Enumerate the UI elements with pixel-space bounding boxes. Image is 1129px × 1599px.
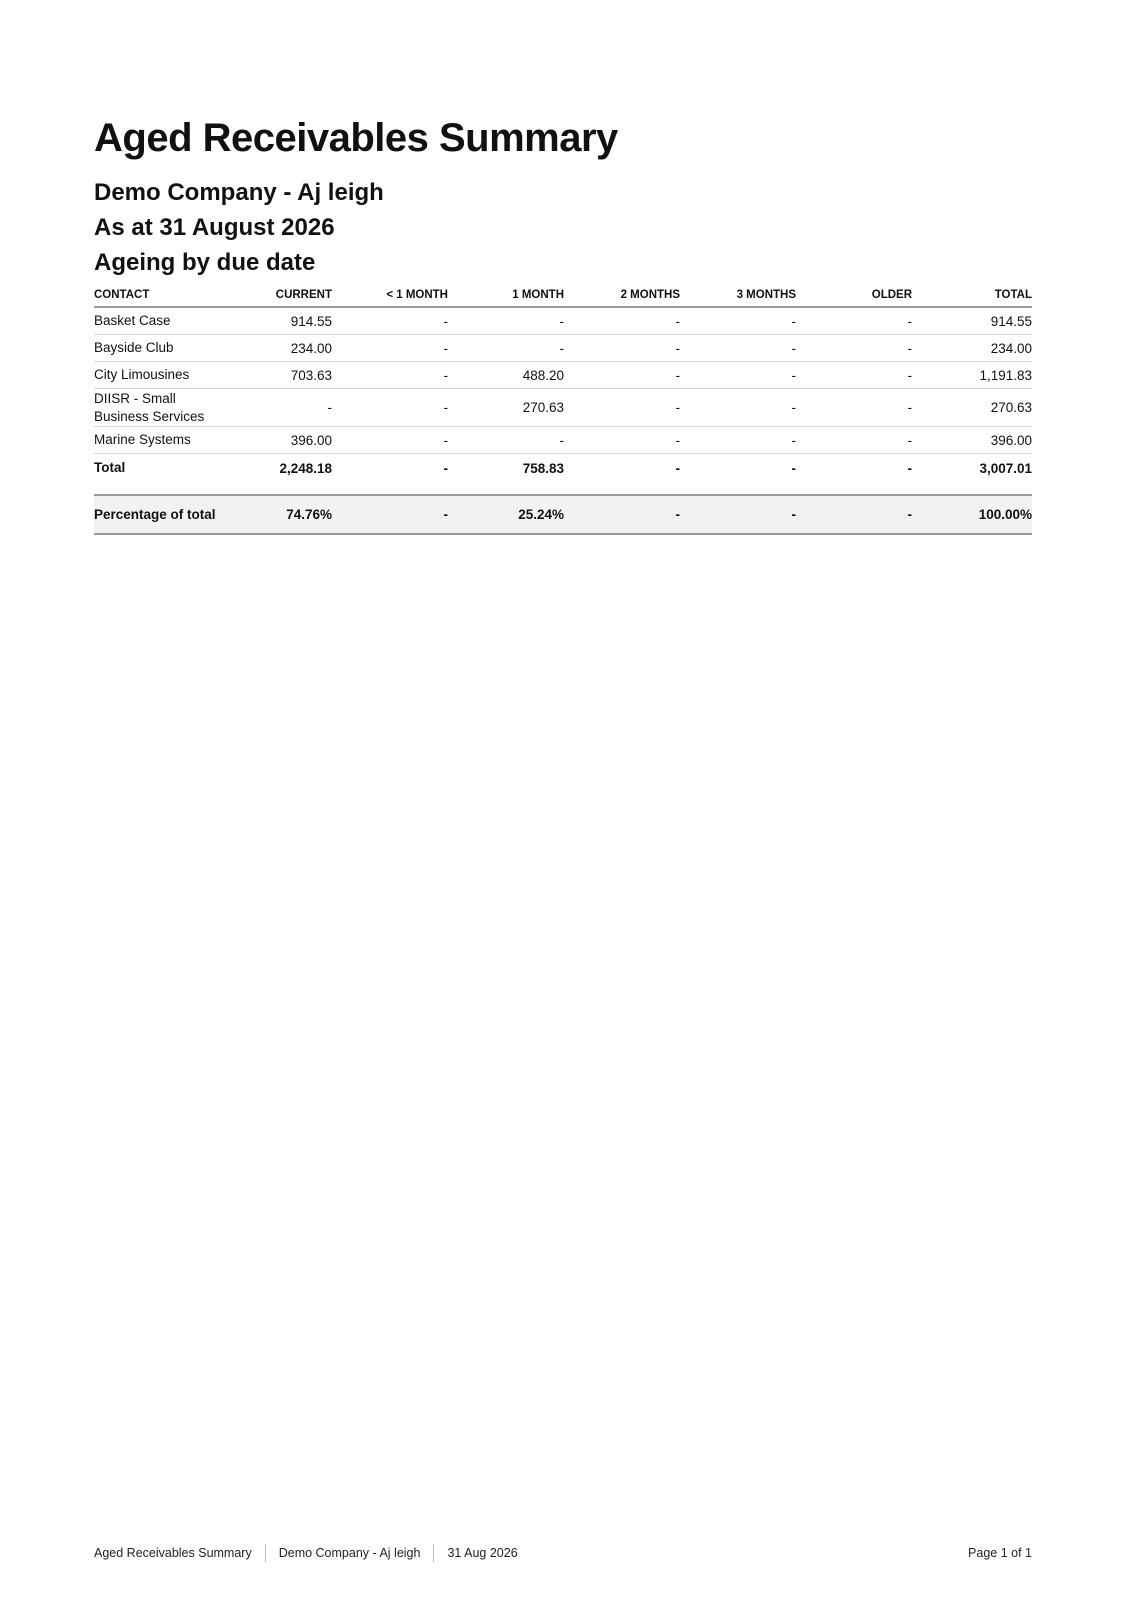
percentage-current: 74.76%: [216, 495, 332, 534]
current-amount: 396.00: [216, 427, 332, 454]
total-under-1-month: -: [443, 460, 448, 476]
percentage-row: [94, 495, 1032, 534]
spacer-cell: [448, 482, 564, 495]
3-months-amount: -: [680, 389, 796, 427]
spacer-cell: [94, 482, 216, 495]
current-amount: 914.55: [216, 307, 332, 335]
spacer-cell: [332, 482, 448, 495]
under-1-month-amount: -: [332, 427, 448, 454]
column-header-3-months: 3 MONTHS: [680, 285, 796, 307]
ageing-basis: Ageing by due date: [94, 249, 316, 276]
contact-name[interactable]: DIISR - Small Business Services: [94, 389, 216, 427]
2-months-amount: -: [564, 389, 680, 427]
report-date: As at 31 August 2026: [94, 214, 335, 241]
column-header-total: TOTAL: [912, 285, 1032, 307]
total-amount: 234.00: [912, 335, 1032, 362]
older-amount: -: [796, 335, 912, 362]
column-header-1-month: 1 MONTH: [448, 285, 564, 307]
spacer-cell: [912, 482, 1032, 495]
percentage-1-month: 25.24%: [448, 495, 564, 534]
spacer-row: [94, 482, 1032, 495]
total-older: -: [907, 460, 912, 476]
spacer-cell: [564, 482, 680, 495]
3-months-amount: -: [680, 307, 796, 335]
2-months-amount: -: [564, 335, 680, 362]
column-header-older: OLDER: [796, 285, 912, 307]
2-months-amount: -: [564, 362, 680, 389]
percentage-under-1-month: -: [332, 495, 448, 534]
1-month-amount: 488.20: [448, 362, 564, 389]
contact-name[interactable]: Basket Case: [94, 307, 216, 335]
under-1-month-amount: -: [332, 389, 448, 427]
aged-receivables-table: [94, 285, 1032, 535]
older-amount: -: [796, 307, 912, 335]
total-amount: 914.55: [912, 307, 1032, 335]
footer-date: 31 Aug 2026: [447, 1546, 518, 1560]
older-amount: -: [796, 427, 912, 454]
total-2-months: -: [675, 460, 680, 476]
page-number: Page 1 of 1: [968, 1546, 1032, 1560]
contact-name[interactable]: Bayside Club: [94, 335, 216, 362]
2-months-amount: -: [564, 307, 680, 335]
total-3-months: -: [791, 460, 796, 476]
table-row: [94, 335, 1032, 362]
1-month-amount: -: [448, 335, 564, 362]
spacer-cell: [796, 482, 912, 495]
under-1-month-amount: -: [332, 335, 448, 362]
spacer-cell: [680, 482, 796, 495]
3-months-amount: -: [680, 335, 796, 362]
1-month-amount: -: [448, 307, 564, 335]
current-amount: 234.00: [216, 335, 332, 362]
under-1-month-amount: -: [332, 307, 448, 335]
table-row: [94, 307, 1032, 335]
spacer-cell: [216, 482, 332, 495]
company-name: Demo Company - Aj leigh: [94, 179, 384, 206]
table-row: [94, 389, 1032, 427]
total-amount: 396.00: [912, 427, 1032, 454]
under-1-month-amount: -: [332, 362, 448, 389]
grand-total: 3,007.01: [979, 460, 1032, 476]
older-amount: -: [796, 362, 912, 389]
percentage-3-months: -: [680, 495, 796, 534]
table-row: [94, 427, 1032, 454]
1-month-amount: 270.63: [448, 389, 564, 427]
current-amount: -: [216, 389, 332, 427]
footer-divider: [433, 1544, 434, 1562]
contact-name[interactable]: Marine Systems: [94, 427, 216, 454]
footer-report-name: Aged Receivables Summary: [94, 1546, 252, 1560]
older-amount: -: [796, 389, 912, 427]
column-header-2-months: 2 MONTHS: [564, 285, 680, 307]
1-month-amount: -: [448, 427, 564, 454]
3-months-amount: -: [680, 362, 796, 389]
page-footer: [94, 1544, 1032, 1562]
total-current: 2,248.18: [279, 460, 332, 476]
percentage-older: -: [796, 495, 912, 534]
2-months-amount: -: [564, 427, 680, 454]
total-amount: 1,191.83: [912, 362, 1032, 389]
contact-name[interactable]: City Limousines: [94, 362, 216, 389]
total-1-month: 758.83: [522, 460, 564, 476]
table-header-row: [94, 285, 1032, 307]
footer-divider: [265, 1544, 266, 1562]
percentage-total: 100.00%: [912, 495, 1032, 534]
table-row: [94, 362, 1032, 389]
column-header-contact: CONTACT: [94, 285, 216, 307]
percentage-2-months: -: [564, 495, 680, 534]
total-row: [94, 454, 1032, 483]
total-amount: 270.63: [912, 389, 1032, 427]
total-label: Total: [94, 460, 126, 475]
current-amount: 703.63: [216, 362, 332, 389]
3-months-amount: -: [680, 427, 796, 454]
column-header-current: CURRENT: [216, 285, 332, 307]
footer-company: Demo Company - Aj leigh: [278, 1546, 421, 1560]
report-title: Aged Receivables Summary: [94, 116, 618, 160]
percentage-label: Percentage of total: [94, 495, 216, 534]
column-header-under-1-month: < 1 MONTH: [332, 285, 448, 307]
